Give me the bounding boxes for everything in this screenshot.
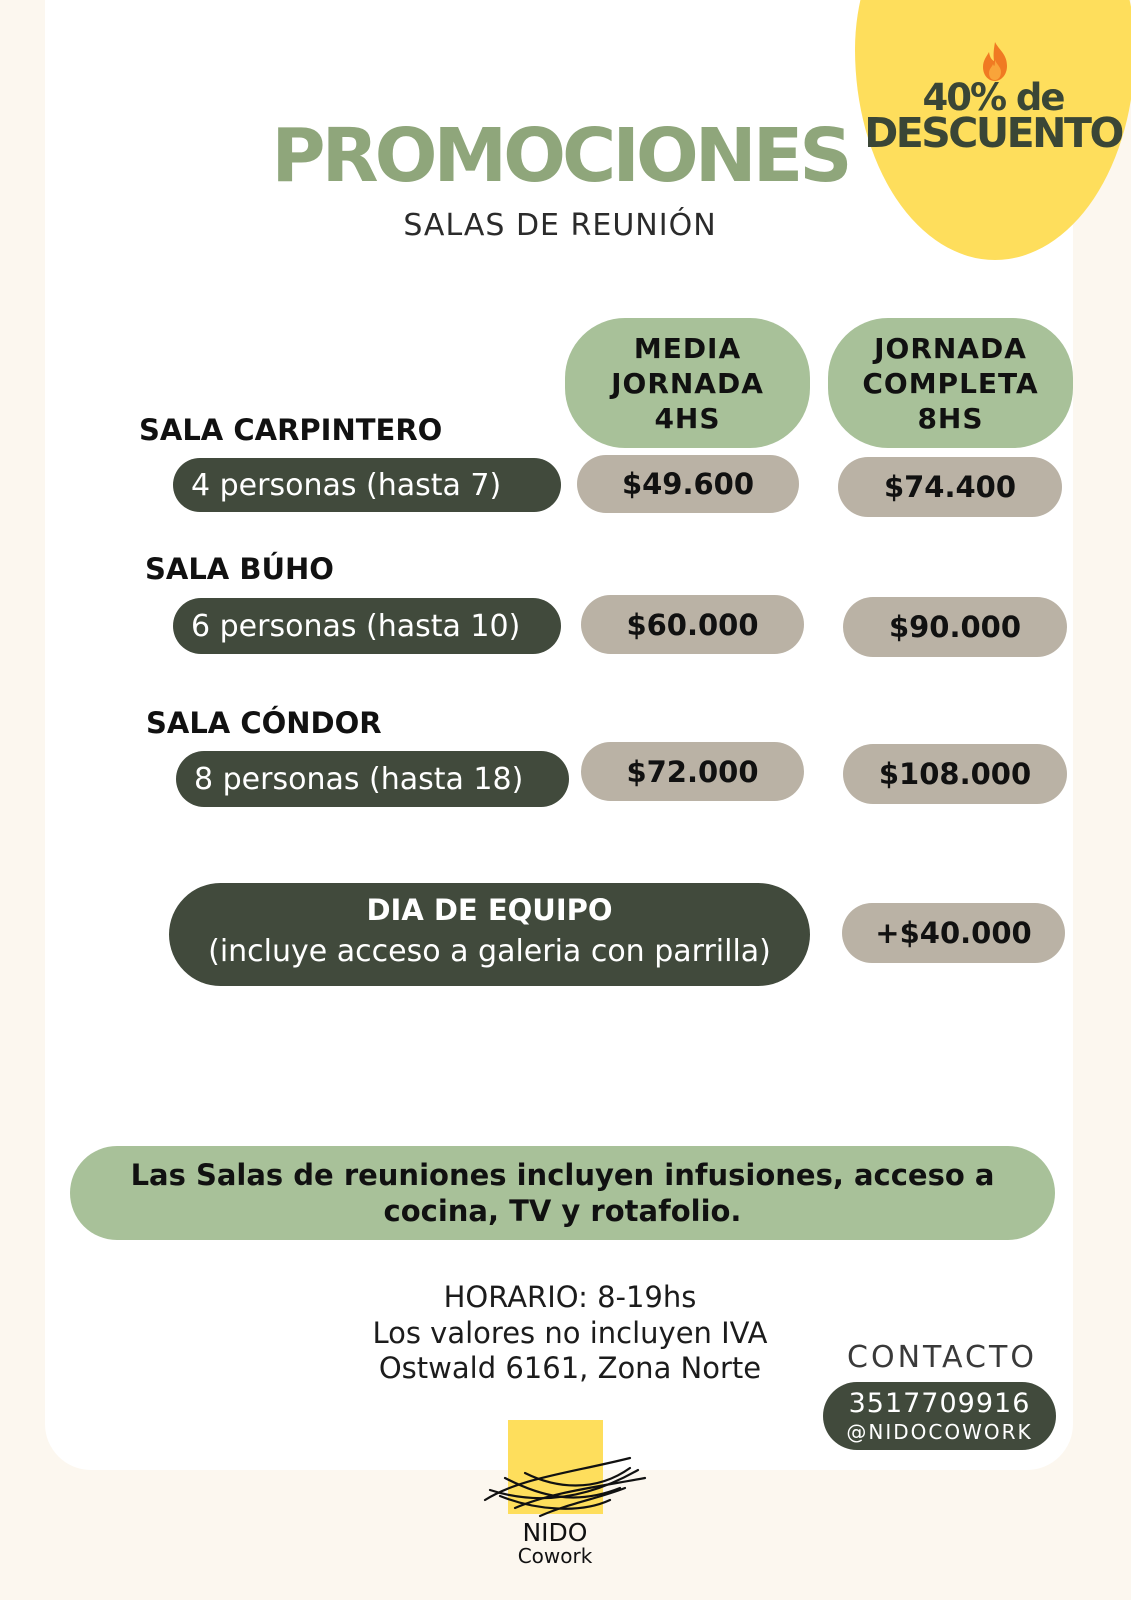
includes-line-1: Las Salas de reuniones incluyen infusiones, acceso a: [130, 1158, 995, 1192]
room-capacity-label: 4 personas (hasta 7): [191, 467, 502, 503]
price-full-day: [838, 457, 1062, 517]
contact-pill: [823, 1382, 1056, 1450]
page-title: PROMOCIONES: [271, 113, 849, 199]
tax-note: Los valores no incluyen IVA: [372, 1316, 768, 1350]
contact-phone: 3517709916: [848, 1388, 1031, 1419]
team-day-box: [169, 883, 810, 986]
page-subtitle: SALAS DE REUNIÓN: [403, 208, 717, 243]
price-full-day: [843, 744, 1067, 804]
price-team-day: [842, 903, 1065, 963]
room-capacity-label: 6 personas (hasta 10): [191, 608, 521, 644]
price-full-day-label: $74.400: [883, 470, 1017, 504]
column-header-completa: [828, 318, 1073, 448]
contact-label: CONTACTO: [847, 1340, 1037, 1375]
room-name: SALA CARPINTERO: [139, 413, 443, 447]
logo-name: NIDO: [522, 1518, 588, 1547]
price-half-day: [581, 742, 804, 801]
discount-label: DESCUENTO: [864, 109, 1122, 157]
price-half-day: [581, 595, 804, 654]
column-header-media-label: MEDIA JORNADA 4HS: [611, 331, 764, 435]
price-half-day: [577, 455, 799, 513]
column-header-completa-label: JORNADA COMPLETA 8HS: [862, 331, 1039, 435]
nest-icon: [480, 1448, 650, 1518]
contact-handle: @NIDOCOWORK: [846, 1420, 1033, 1444]
room-capacity-label: 8 personas (hasta 18): [194, 761, 524, 797]
price-full-day: [843, 597, 1067, 657]
column-header-media: [565, 318, 810, 448]
room-capacity: [176, 751, 569, 807]
discount-badge-content: [855, 0, 1131, 200]
price-full-day-label: $90.000: [888, 610, 1022, 644]
team-day-subtitle: (incluye acceso a galeria con parrilla): [208, 934, 771, 969]
nido-logo: [480, 1418, 650, 1568]
includes-banner: [70, 1146, 1055, 1240]
team-day-title: DIA DE EQUIPO: [366, 893, 613, 927]
price-half-day-label: $49.600: [621, 467, 755, 501]
room-capacity: [173, 598, 561, 654]
price-half-day-label: $60.000: [626, 607, 759, 642]
room-name: SALA CÓNDOR: [146, 706, 382, 740]
address-text: Ostwald 6161, Zona Norte: [378, 1351, 762, 1385]
room-capacity: [173, 458, 561, 512]
hours-text: HORARIO: 8-19hs: [443, 1280, 697, 1314]
price-team-day-label: +$40.000: [875, 916, 1032, 950]
includes-line-2: cocina, TV y rotafolio.: [383, 1194, 742, 1228]
room-name: SALA BÚHO: [145, 552, 334, 586]
price-full-day-label: $108.000: [878, 757, 1032, 791]
discount-percent: 40% de: [922, 76, 1064, 119]
logo-subtitle: Cowork: [517, 1544, 593, 1568]
price-half-day-label: $72.000: [626, 754, 759, 789]
